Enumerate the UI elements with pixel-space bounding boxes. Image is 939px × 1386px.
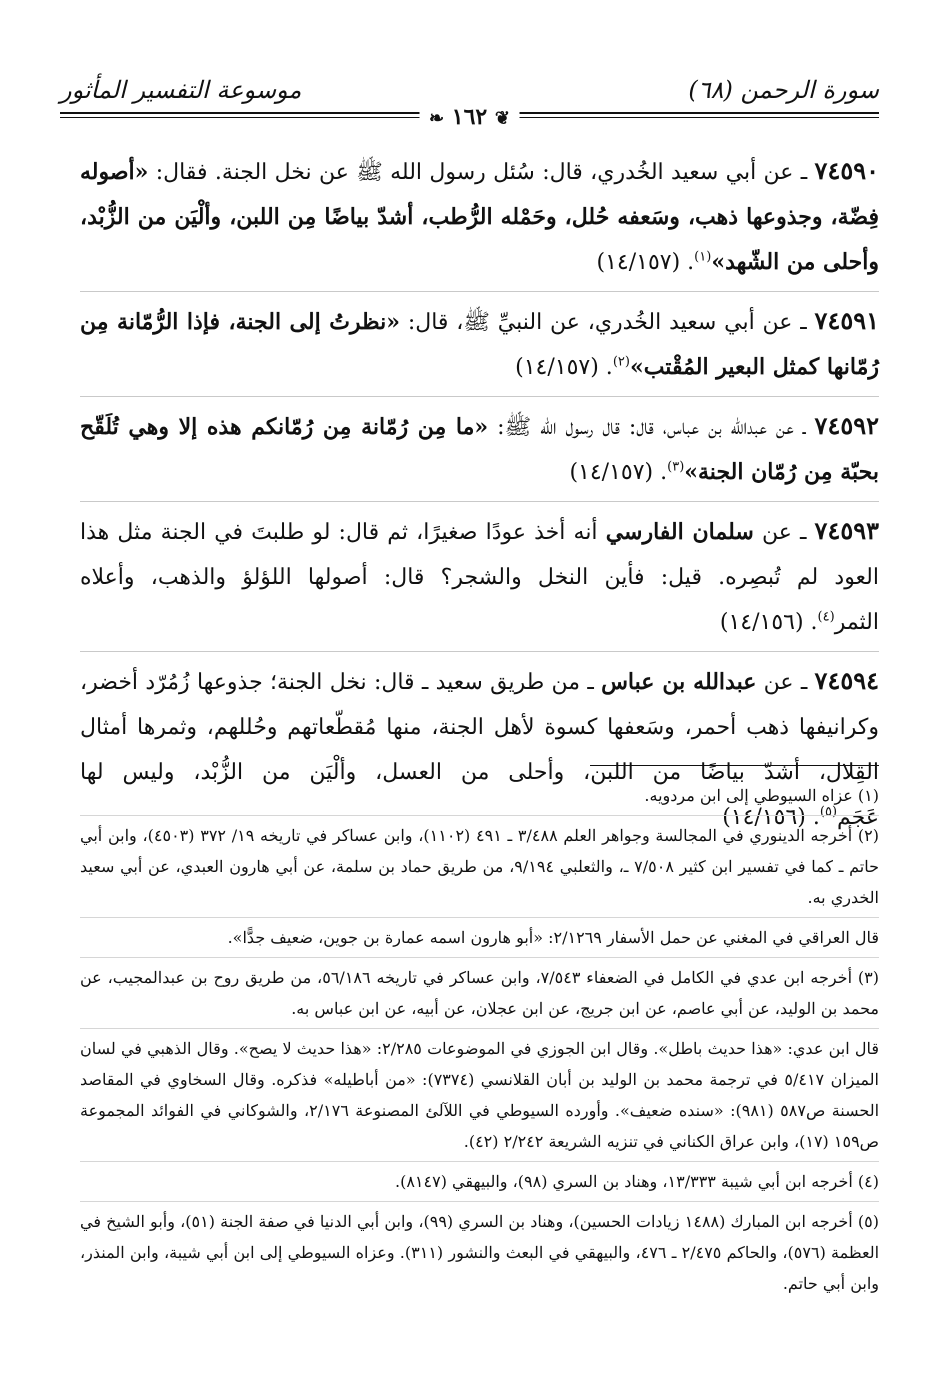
entry-divider xyxy=(80,291,879,292)
entry-number: ٧٤٥٩٣ xyxy=(814,516,879,545)
athar-entry xyxy=(80,508,879,645)
entry-reference: . (١٤/١٥٧) xyxy=(515,355,613,380)
entry-number: ٧٤٥٩٤ xyxy=(814,666,879,695)
entry-divider xyxy=(80,501,879,502)
entry-number: ٧٤٥٩٢ xyxy=(814,411,879,440)
entry-reference: . (١٤/١٥٦) xyxy=(719,610,818,635)
footnote-rule xyxy=(590,765,879,766)
entry-quote: «نظرتُ إلى الجنة، فإذا الرُّمّانة مِن رُمّانها كمثل البعير المُقْتب» xyxy=(80,309,879,380)
entry-intro: ـ عن xyxy=(753,520,815,545)
footnote-divider xyxy=(80,957,879,958)
entry-text: أنه أخذ عودًا صغيرًا، ثم قال: لو طلبتَ في الجنة مثل هذا العود لم تُبصِره. قيل: فأين النخل والشجر؟ قال: أصولها اللؤلؤ والذهب، وأعلاه الثمر xyxy=(80,520,879,635)
footnote-divider xyxy=(80,1028,879,1029)
footnote xyxy=(80,1206,879,1299)
page-number-box xyxy=(419,104,520,130)
entry-reference: . (١٤/١٥٦) xyxy=(722,805,820,830)
footnote xyxy=(80,1166,879,1197)
footnote-divider xyxy=(80,815,879,816)
footnote-marker: (٢) xyxy=(612,354,630,370)
narrator-name: سلمان الفارسي xyxy=(605,519,754,545)
entry-divider xyxy=(80,396,879,397)
footnote-text: (١) عزاه السيوطي إلى ابن مردويه. xyxy=(644,786,879,805)
footnote xyxy=(80,820,879,953)
footnote-text: (٣) أخرجه ابن عدي في الكامل في الضعفاء ٧/٥٤٣، وابن عساكر في تاريخه ٥٦/١٨٦، من طريق روح بن عبدالمجيب، عن محمد بن الوليد، عن أبي عاصم، عن ابن جريج، عن ابن عجلان، عن أبيه، عن ابن عباس به. xyxy=(80,968,880,1018)
footnote-marker: (٣) xyxy=(667,459,685,475)
entry-quote: «ما مِن رُمّانة مِن رُمّانكم هذه إلا وهي تُلَقّح بحبّة مِن رُمّان الجنة» xyxy=(80,414,879,485)
surah-title: سورة الرحمن (٦٨) xyxy=(688,76,879,104)
footnote-text: (٤) أخرجه ابن أبي شيبة ١٣/٣٣٣، وهناد بن السري (٩٨)، والبيهقي (٨١٤٧). xyxy=(394,1172,879,1191)
entry-divider xyxy=(80,651,879,652)
footnotes xyxy=(80,780,879,1303)
ornament-icon: ❦ xyxy=(494,108,510,129)
footnote-divider xyxy=(80,917,879,918)
narrator-name: عبدالله بن عباس xyxy=(601,669,757,695)
footnote-comment: قال العراقي في المغني عن حمل الأسفار ٢/١٢٦٩: «أبو هارون اسمه عمارة بن جوين، ضعيف جدًّا». xyxy=(227,928,879,947)
entry-number: ٧٤٥٩٠ xyxy=(814,156,879,185)
book-title: موسوعة التفسير المأثور xyxy=(60,76,302,104)
entry-intro: ـ عن xyxy=(756,670,815,695)
entry-intro: ـ عن أبي سعيد الخُدري، عن النبيِّ ﷺ، قال: xyxy=(399,310,815,335)
main-text xyxy=(80,148,879,840)
entry-number: ٧٤٥٩١ xyxy=(814,306,879,335)
footnote xyxy=(80,780,879,811)
footnote-marker: (١) xyxy=(694,249,712,265)
entry-quote: «أصوله فِضّة، وجذوعها ذهب، وسَعفه حُلل، وحَمْله الرُّطب، أشدّ بياضًا مِن اللبن، وألْيَن من الزُّبْد، وأحلى من الشّهد» xyxy=(80,159,879,275)
hadith-entry xyxy=(80,403,879,495)
entry-reference: . (١٤/١٥٧) xyxy=(569,460,668,485)
entry-reference: . (١٤/١٥٧) xyxy=(596,250,695,275)
entry-text: ـ من طريق سعيد ـ قال: نخل الجنة؛ جذوعها زُمُرّد أخضر، وكرانيفها ذهب أحمر، وسَعفها كسوة لأهل الجنة، منها مُقطّعاتهم وحُللهم، وثمرها أمثال القِلال، أشدّ بياضًا من اللبن، وأحلى من العسل، وألْيَن من الزُّبْد، وليس لها عَجَم xyxy=(80,670,879,830)
entry-intro: ـ عن أبي سعيد الخُدري، قال: سُئل رسول الله ﷺ عن نخل الجنة. فقال: xyxy=(148,160,815,185)
page-header xyxy=(60,68,879,128)
footnote-marker: (٥) xyxy=(819,804,838,820)
hadith-entry xyxy=(80,148,879,285)
footnote-comment: قال ابن عدي: «هذا حديث باطل». وقال ابن الجوزي في الموضوعات ٢/٢٨٥: «هذا حديث لا يصح». وقال الذهبي في لسان الميزان ٥/٤١٧ في ترجمة محمد بن الوليد بن أبان القلانسي (٧٣٧٤): «من أباطيله» فذكره. وقال السخاوي في المقاصد الحسنة ص٥٨٧ (٩٨١): «سنده ضعيف». وأورده السيوطي في اللآلئ المصنوعة ٢/١٧٦، والشوكاني في الفوائد المجموعة ص١٥٩ (١٧)، وابن عراق الكناني في تنزيه الشريعة ٢/٢٤٢ (٤٢). xyxy=(80,1039,880,1151)
footnote xyxy=(80,962,879,1157)
hadith-entry xyxy=(80,298,879,390)
footnote-divider xyxy=(80,1201,879,1202)
ornament-icon: ❧ xyxy=(429,108,445,129)
entry-intro: ـ عن عبدالله بن عباس، قال: قال رسول الله ﷺ: xyxy=(488,415,815,440)
page-number: ١٦٢ xyxy=(451,104,488,130)
footnote-divider xyxy=(80,1161,879,1162)
footnote-text: (٢) أخرجه الدينوري في المجالسة وجواهر العلم ٣/٤٨٨ ـ ٤٩١ (١١٠٢)، وابن عساكر في تاريخه ١٩/ ٣٧٢ (٤٥٠٣)، وابن أبي حاتم ـ كما في تفسير ابن كثير ٧/٥٠٨ ـ، والثعلبي ٩/١٩٤، من طريق حماد بن سلمة، عن أبي هارون العبدي، عن أبي سعيد الخدري به. xyxy=(80,826,879,907)
footnote-text: (٥) أخرجه ابن المبارك (١٤٨٨ زيادات الحسين)، وهناد بن السري (٩٩)، وابن أبي الدنيا في صفة الجنة (٥١)، وأبو الشيخ في العظمة (٥٧٦)، والحاكم ٢/٤٧٥ ـ ٤٧٦، والبيهقي في البعث والنشور (٣١١). وعزاه السيوطي إلى ابن أبي شيبة، وابن المنذر، وابن أبي حاتم. xyxy=(80,1212,880,1293)
footnote-marker: (٤) xyxy=(817,609,835,625)
